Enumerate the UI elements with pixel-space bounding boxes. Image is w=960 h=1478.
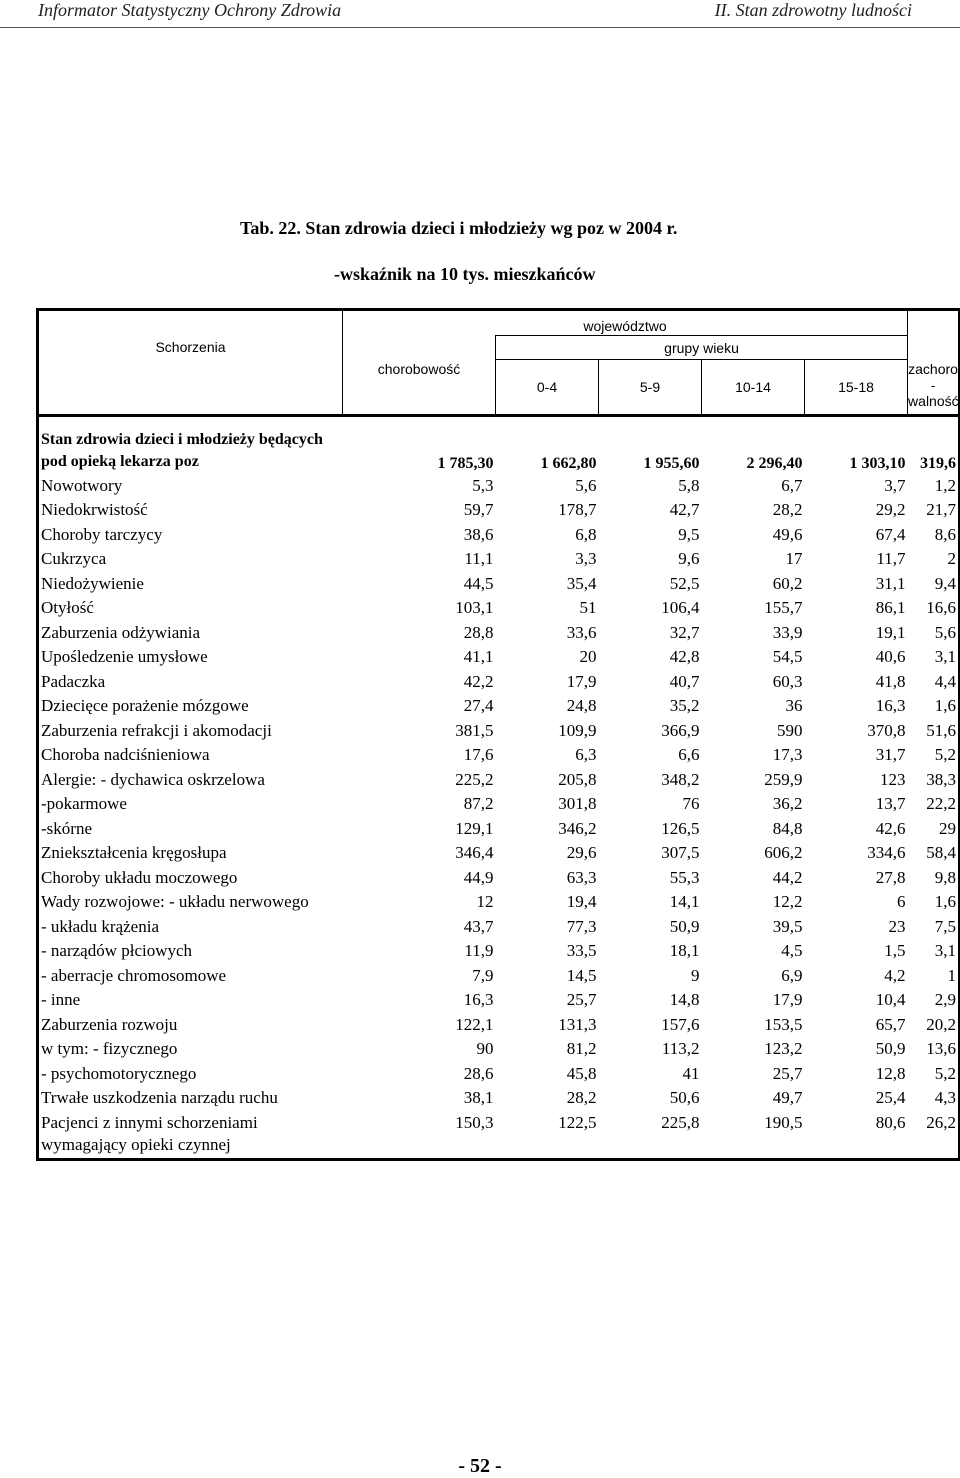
row-value: 5,6	[575, 475, 597, 495]
row-value: 4,5	[781, 941, 803, 960]
row-value: 153,5	[764, 1014, 803, 1034]
row-value: 25,4	[875, 1088, 906, 1107]
row-value: 42,8	[669, 647, 700, 666]
row-value: 38,3	[926, 769, 957, 789]
row-label: - układu krążenia	[41, 916, 159, 936]
row-value: 106,4	[661, 598, 700, 617]
row-value: 36,2	[772, 794, 803, 813]
header-age-0-4: 0-4	[496, 360, 599, 414]
row-value: 1 785,30	[437, 454, 494, 472]
row-label: Choroba nadciśnieniowa	[41, 745, 210, 764]
row-label: -pokarmowe	[41, 794, 127, 813]
row-value: 123	[880, 769, 906, 789]
table-row	[38, 415, 960, 475]
row-value: 12,2	[772, 892, 803, 911]
page-number: - 52 -	[458, 1455, 502, 1477]
row-value: 9,4	[934, 573, 957, 593]
header-chorobowosc: chorobowość	[343, 336, 496, 414]
row-value: 6,6	[678, 745, 700, 764]
header-age-5-9: 5-9	[599, 360, 702, 414]
row-value: 55,3	[669, 867, 700, 887]
row-value: 1 303,10	[849, 454, 906, 472]
row-value: 346,4	[455, 843, 494, 862]
row-value: 9	[691, 965, 700, 985]
row-value: 33,6	[566, 622, 597, 642]
row-label: Cukrzyca	[41, 549, 107, 568]
row-value: 23	[888, 916, 906, 936]
row-value: 334,6	[867, 843, 906, 862]
table-row	[38, 622, 960, 647]
row-value: 29,6	[566, 843, 597, 862]
row-label: - aberracje chromosomowe	[41, 965, 227, 985]
row-value: 5,2	[934, 745, 957, 764]
row-value: 5,3	[472, 475, 494, 495]
row-value: 157,6	[661, 1014, 700, 1034]
row-label: Upośledzenie umysłowe	[41, 647, 208, 666]
row-value: 3,1	[934, 647, 957, 666]
row-value: 103,1	[455, 598, 494, 617]
table-row	[38, 1038, 960, 1063]
row-value: 1 662,80	[540, 454, 597, 472]
health-stats-table	[36, 308, 960, 1161]
row-value: 22,2	[926, 794, 957, 813]
row-value: 14,8	[669, 990, 700, 1009]
table-row	[38, 1087, 960, 1112]
table-row	[38, 989, 960, 1014]
row-value: 6,9	[781, 965, 803, 985]
row-value: 86,1	[875, 598, 906, 617]
row-value: 8,6	[934, 524, 957, 544]
row-value: 205,8	[558, 769, 597, 789]
row-value: 67,4	[875, 524, 906, 544]
row-label: w tym: - fizycznego	[41, 1039, 178, 1058]
row-value: 9,6	[678, 549, 700, 568]
row-value: 381,5	[455, 720, 494, 740]
row-value: 63,3	[566, 867, 597, 887]
row-label: Zaburzenia refrakcji i akomodacji	[41, 720, 272, 740]
row-value: 122,1	[455, 1014, 494, 1034]
row-value: 13,7	[875, 794, 906, 813]
table-row	[38, 720, 960, 745]
row-label: Pacjenci z innymi schorzeniami wymagający opieki czynnej	[41, 1112, 258, 1154]
table-row	[38, 842, 960, 867]
row-value: 90	[476, 1039, 494, 1058]
row-value: 44,5	[463, 573, 494, 593]
row-value: 77,3	[566, 916, 597, 936]
table-row	[38, 818, 960, 843]
header-grupy-wieku: grupy wieku	[496, 336, 908, 360]
row-value: 150,3	[455, 1112, 494, 1132]
row-value: 16,3	[463, 990, 494, 1009]
row-value: 41	[682, 1063, 700, 1083]
row-value: 301,8	[558, 794, 597, 813]
row-value: 3,1	[934, 941, 957, 960]
header-publication-title: Informator Statystyczny Ochrony Zdrowia	[38, 0, 342, 20]
row-value: 31,1	[875, 573, 906, 593]
row-value: 33,5	[566, 941, 597, 960]
row-value: 50,9	[875, 1039, 906, 1058]
table-row	[38, 769, 960, 794]
row-value: 14,5	[566, 965, 597, 985]
row-value: 44,2	[772, 867, 803, 887]
row-label: Choroby układu moczowego	[41, 867, 238, 887]
row-value: 348,2	[661, 769, 700, 789]
table-row	[38, 597, 960, 622]
table-row	[38, 695, 960, 720]
row-value: 109,9	[558, 720, 597, 740]
row-label: - narządów płciowych	[41, 941, 193, 960]
row-value: 45,8	[566, 1063, 597, 1083]
row-value: 80,6	[875, 1112, 906, 1132]
row-value: 2	[947, 549, 957, 568]
row-label: - inne	[41, 990, 81, 1009]
row-value: 16,6	[926, 598, 957, 617]
row-value: 13,6	[926, 1039, 957, 1058]
row-label: Niedożywienie	[41, 573, 144, 593]
row-value: 12,8	[875, 1063, 906, 1083]
row-value: 5,2	[934, 1063, 957, 1083]
row-value: 113,2	[661, 1039, 700, 1058]
row-value: 4,3	[934, 1088, 957, 1107]
row-value: 41,1	[463, 647, 494, 666]
row-value: 6,7	[781, 475, 803, 495]
row-value: 81,2	[566, 1039, 597, 1058]
row-value: 20	[579, 647, 597, 666]
row-value: 606,2	[764, 843, 803, 862]
row-value: 87,2	[463, 794, 494, 813]
row-value: 12	[476, 892, 494, 911]
row-value: 40,7	[669, 671, 700, 691]
table-row	[38, 499, 960, 524]
header-zachorowalnosc: zachoro - walność	[908, 310, 960, 414]
row-value: 58,4	[926, 843, 957, 862]
row-label: Wady rozwojowe: - układu nerwowego	[41, 892, 309, 911]
row-label: - psychomotorycznego	[41, 1063, 197, 1083]
row-value: 17	[785, 549, 803, 568]
table-header	[38, 310, 960, 416]
row-value: 28,2	[772, 500, 803, 519]
row-value: 50,6	[669, 1088, 700, 1107]
row-value: 39,5	[772, 916, 803, 936]
row-label: Choroby tarczycy	[41, 524, 163, 544]
row-value: 43,7	[463, 916, 494, 936]
row-value: 52,5	[669, 573, 700, 593]
row-value: 17,9	[566, 671, 597, 691]
row-value: 590	[777, 720, 803, 740]
row-value: 9,5	[678, 524, 700, 544]
row-value: 35,2	[669, 696, 700, 715]
row-value: 38,1	[463, 1088, 494, 1107]
row-value: 17,6	[463, 745, 494, 764]
row-value: 9,8	[934, 867, 957, 887]
table-title: Tab. 22. Stan zdrowia dzieci i młodzieży wg poz w 2004 r.	[240, 218, 678, 238]
row-value: 76	[682, 794, 700, 813]
row-value: 307,5	[661, 843, 700, 862]
row-label: Zaburzenia rozwoju	[41, 1014, 178, 1034]
row-value: 17,3	[772, 745, 803, 764]
table-row	[38, 573, 960, 598]
table-row	[38, 548, 960, 573]
header-age-15-18: 15-18	[805, 360, 908, 414]
table-row	[38, 1112, 960, 1160]
row-value: 7,9	[472, 965, 494, 985]
row-value: 19,1	[875, 622, 906, 642]
row-value: 36	[785, 696, 803, 715]
row-value: 60,2	[772, 573, 803, 593]
row-label: Dziecięce porażenie mózgowe	[41, 696, 249, 715]
row-value: 3,3	[575, 549, 597, 568]
row-label: Nowotwory	[41, 475, 123, 495]
row-label: Zniekształcenia kręgosłupa	[41, 843, 227, 862]
row-value: 49,7	[772, 1088, 803, 1107]
row-value: 319,6	[920, 454, 957, 472]
row-label: -skórne	[41, 818, 92, 838]
row-value: 41,8	[875, 671, 906, 691]
table-body	[38, 415, 960, 1159]
row-value: 27,8	[875, 867, 906, 887]
row-value: 28,6	[463, 1063, 494, 1083]
row-value: 178,7	[558, 500, 597, 519]
row-value: 366,9	[661, 720, 700, 740]
row-value: 42,6	[875, 818, 906, 838]
row-value: 6,3	[575, 745, 597, 764]
table-row	[38, 744, 960, 769]
row-value: 6,8	[575, 524, 597, 544]
table-row	[38, 793, 960, 818]
header-chapter-title: II. Stan zdrowotny ludności	[714, 0, 912, 20]
row-value: 6	[897, 892, 906, 911]
row-value: 225,8	[661, 1112, 700, 1132]
header-age-10-14: 10-14	[702, 360, 805, 414]
table-row	[38, 1014, 960, 1039]
header-divider	[0, 27, 960, 28]
row-value: 4,2	[884, 965, 906, 985]
row-value: 49,6	[772, 524, 803, 544]
row-value: 155,7	[764, 598, 803, 617]
row-value: 35,4	[566, 573, 597, 593]
table-row	[38, 891, 960, 916]
row-value: 3,7	[884, 475, 906, 495]
row-value: 51,6	[926, 720, 957, 740]
row-value: 2 296,40	[746, 454, 803, 472]
row-value: 38,6	[463, 524, 494, 544]
row-value: 190,5	[764, 1112, 803, 1132]
row-value: 1,6	[934, 892, 957, 911]
row-value: 4,4	[934, 671, 957, 691]
header-schorzenia: Schorzenia	[155, 339, 226, 356]
row-value: 84,8	[772, 818, 803, 838]
row-value: 19,4	[566, 892, 597, 911]
row-label: Stan zdrowia dzieci i młodzieży będących pod opieką lekarza poz	[41, 430, 323, 470]
row-value: 51	[579, 598, 597, 617]
row-label: Otyłość	[41, 598, 94, 617]
row-label: Alergie: - dychawica oskrzelowa	[41, 769, 265, 789]
row-value: 1,2	[934, 475, 957, 495]
row-value: 129,1	[455, 818, 494, 838]
row-label: Trwałe uszkodzenia narządu ruchu	[41, 1088, 278, 1107]
row-value: 11,9	[464, 941, 494, 960]
row-value: 27,4	[463, 696, 494, 715]
row-value: 131,3	[558, 1014, 597, 1034]
row-value: 33,9	[772, 622, 803, 642]
row-value: 26,2	[926, 1112, 957, 1132]
table-row	[38, 671, 960, 696]
row-value: 44,9	[463, 867, 494, 887]
table-row	[38, 940, 960, 965]
row-value: 24,8	[566, 696, 597, 715]
row-value: 259,9	[764, 769, 803, 789]
row-label: Padaczka	[41, 671, 106, 691]
row-value: 40,6	[875, 647, 906, 666]
row-value: 28,2	[566, 1088, 597, 1107]
row-value: 31,7	[875, 745, 906, 764]
table-row	[38, 646, 960, 671]
row-value: 10,4	[875, 990, 906, 1009]
row-label: Niedokrwistość	[41, 500, 148, 519]
table-row	[38, 1063, 960, 1088]
row-value: 32,7	[669, 622, 700, 642]
table-row	[38, 965, 960, 990]
table-subtitle: -wskaźnik na 10 tys. mieszkańców	[334, 264, 596, 284]
row-value: 7,5	[934, 916, 957, 936]
row-value: 42,7	[669, 500, 700, 519]
row-value: 21,7	[926, 500, 957, 519]
row-value: 29	[939, 818, 957, 838]
row-value: 370,8	[867, 720, 906, 740]
row-value: 20,2	[926, 1014, 957, 1034]
row-value: 1 955,60	[643, 454, 700, 472]
table-row	[38, 867, 960, 892]
row-value: 2,9	[934, 990, 957, 1009]
row-value: 5,6	[934, 622, 957, 642]
row-value: 123,2	[764, 1039, 803, 1058]
row-value: 11,7	[876, 549, 906, 568]
row-value: 5,8	[678, 475, 700, 495]
row-value: 346,2	[558, 818, 597, 838]
row-value: 16,3	[875, 696, 906, 715]
header-wojewodztwo: województwo	[343, 310, 908, 336]
row-value: 1,6	[934, 696, 957, 715]
row-value: 122,5	[558, 1112, 597, 1132]
row-value: 17,9	[772, 990, 803, 1009]
row-value: 65,7	[875, 1014, 906, 1034]
table-row	[38, 916, 960, 941]
row-value: 29,2	[875, 500, 906, 519]
table-row	[38, 475, 960, 500]
row-value: 59,7	[463, 500, 494, 519]
row-value: 25,7	[566, 990, 597, 1009]
row-value: 126,5	[661, 818, 700, 838]
row-value: 225,2	[455, 769, 494, 789]
row-value: 1,5	[884, 941, 906, 960]
row-value: 25,7	[772, 1063, 803, 1083]
row-value: 50,9	[669, 916, 700, 936]
row-value: 14,1	[669, 892, 700, 911]
row-value: 42,2	[463, 671, 494, 691]
row-value: 18,1	[669, 941, 700, 960]
row-value: 54,5	[772, 647, 803, 666]
row-value: 28,8	[463, 622, 494, 642]
row-value: 11,1	[464, 549, 494, 568]
row-label: Zaburzenia odżywiania	[41, 622, 201, 642]
row-value: 1	[947, 965, 957, 985]
row-value: 60,3	[772, 671, 803, 691]
table-row	[38, 524, 960, 549]
